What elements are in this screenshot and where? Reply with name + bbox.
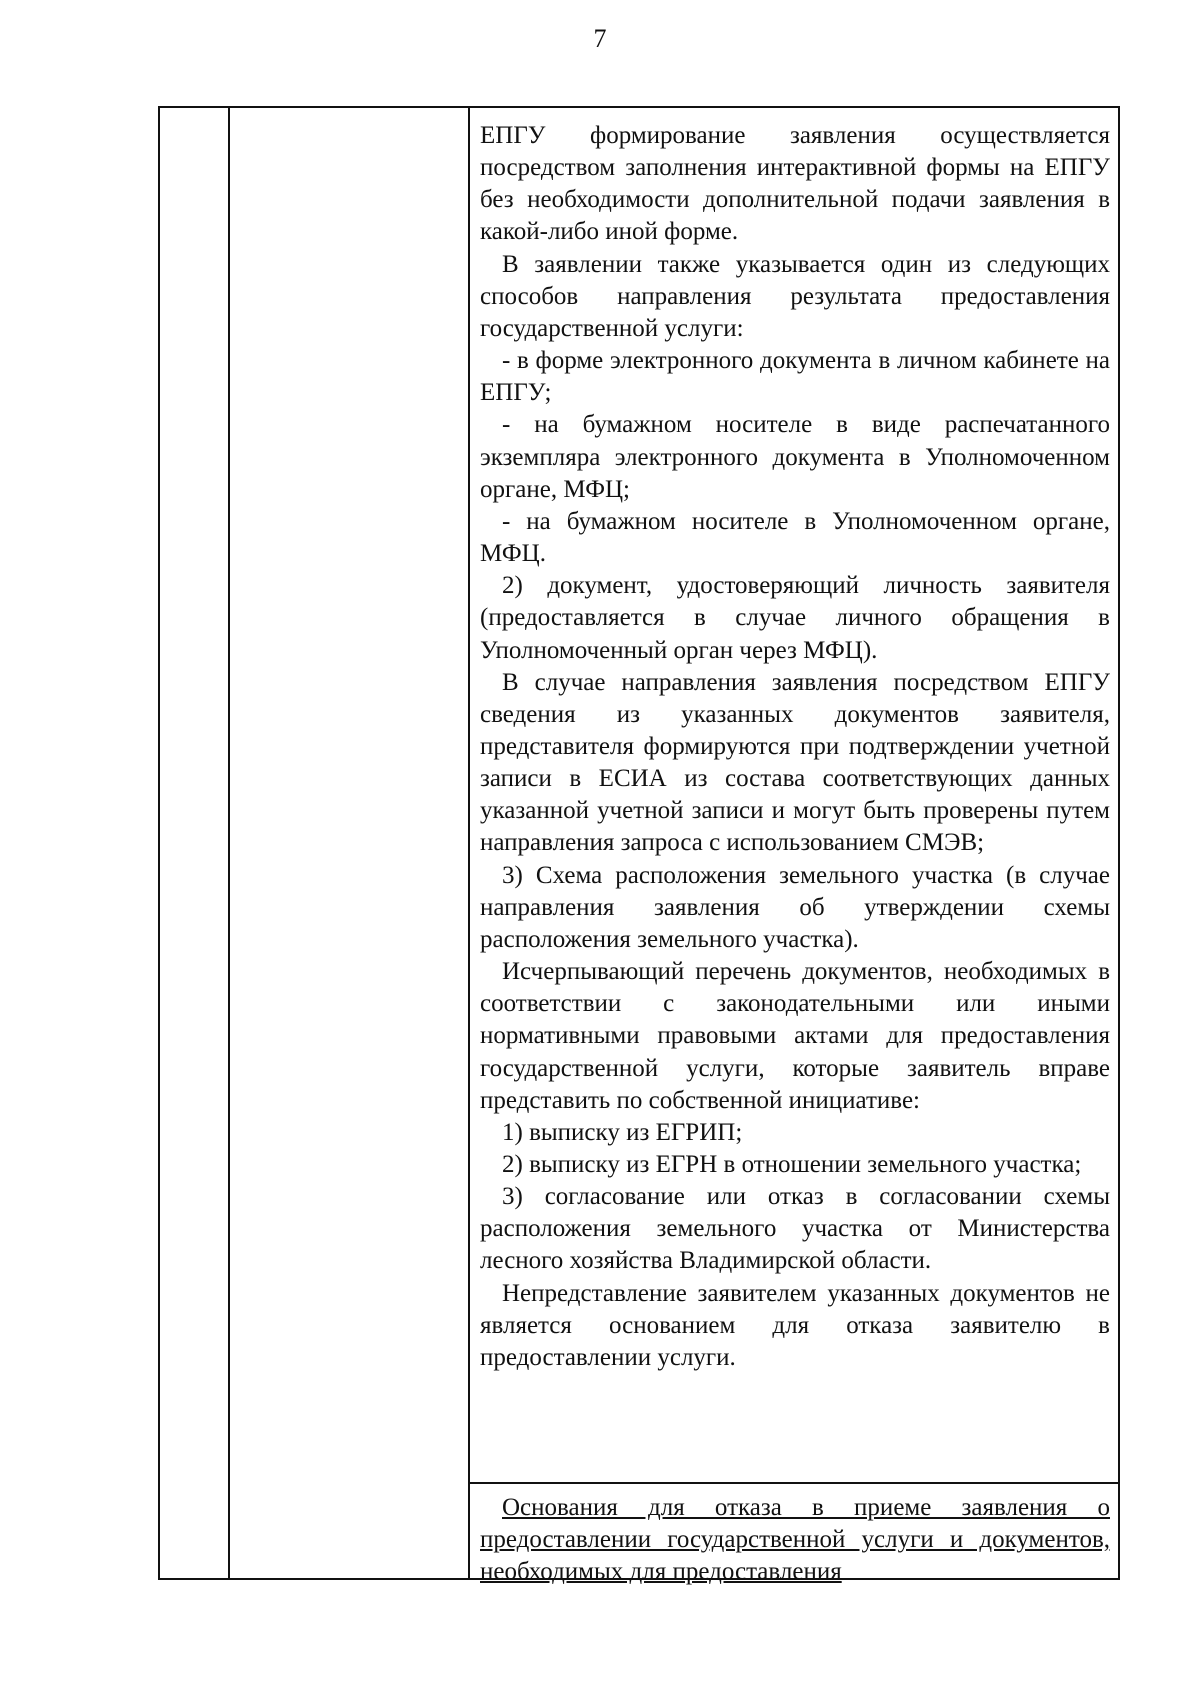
list-item: - в форме электронного документа в личном кабинете на ЕПГУ; [480, 347, 1110, 407]
paragraph: ЕПГУ формирование заявления осуществляется посредством заполнения интерактивной формы на ЕПГУ без необходимости дополнительной подачи заявления в какой-либо иной форме. [480, 122, 1110, 246]
list-item: 1) выписку из ЕГРИП; [502, 1118, 743, 1146]
list-item: 3) согласование или отказ в согласовании схемы расположения земельного участка от Министерства лесного хозяйства Владимирской области. [480, 1183, 1110, 1275]
list-item: 2) выписку из ЕГРН в отношении земельного участка; [502, 1151, 1082, 1178]
paragraph: Непредставление заявителем указанных документов не является основанием для отказа заявителю в предоставлении услуги. [480, 1279, 1110, 1371]
paragraph: В заявлении также указывается один из следующих способов направления результата предоставления государственной услуги: [480, 250, 1110, 342]
paragraph: Исчерпывающий перечень документов, необходимых в соответствии с законодательными или иными нормативными правовыми актами для предоставления государственной услуги, которые заявитель вправе представить по собственной инициативе: [480, 958, 1110, 1114]
column-divider-1 [228, 108, 230, 1578]
text-column [470, 108, 1120, 1586]
document-table [158, 106, 1120, 1586]
paragraph: В случае направления заявления посредством ЕПГУ сведения из указанных документов заявителя, представителя формируются при подтверждении учетной записи в ЕСИА из состава соответствующих данных указанной учетной записи и могут быть проверены путем направления запроса с использованием СМЭВ; [480, 668, 1110, 857]
page-number: 7 [593, 24, 607, 53]
paragraph: Основания для отказа в приеме заявления о предоставлении государственной услуги и документов, необходимых для предоставления [480, 1494, 1110, 1586]
cell-documents-list [480, 120, 1110, 1374]
cell-refusal-grounds [480, 1492, 1110, 1588]
list-item: - на бумажном носителе в виде распечатанного экземпляра электронного документа в Уполномоченном органе, МФЦ; [480, 411, 1110, 503]
list-item: - на бумажном носителе в Уполномоченном органе, МФЦ. [480, 507, 1110, 568]
list-item: 3) Схема расположения земельного участка (в случае направления заявления об утверждении схемы расположения земельного участка). [480, 861, 1110, 953]
row-divider [470, 1482, 1118, 1484]
list-item: 2) документ, удостоверяющий личность заявителя (предоставляется в случае личного обращения в Уполномоченный орган через МФЦ). [480, 572, 1110, 664]
